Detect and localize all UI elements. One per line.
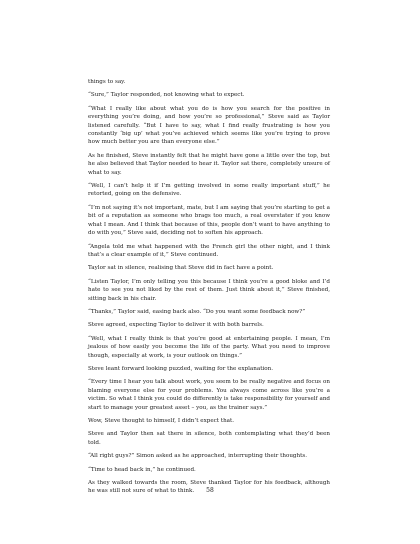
paragraph: “All right guys?” Simon asked as he approached, interrupting their thoughts. <box>88 453 308 460</box>
paragraph: As he finished, Steve instantly felt that he might have gone a little over the top, but he also believed that Taylor needed to hear it. Taylor sat there, completely unsure of what to say. <box>88 152 330 176</box>
paragraph: “What I really like about what you do is how you search for the positive in everything you’re doing, and how you’re so professional,” Steve said as Taylor listened carefully. “But I have to say, what I find really frustrating is how you constantly ‘big up’ what you’ve achieved which seems like you’re trying to prove how much better you are than everyone else.” <box>88 105 330 146</box>
paragraph: “Thanks,” Taylor said, easing back also. “Do you want some feedback now?” <box>88 308 306 315</box>
paragraph: Taylor sat in silence, realising that Steve did in fact have a point. <box>88 265 274 272</box>
paragraph: “Time to head back in,” he continued. <box>88 466 196 473</box>
paragraph: “Well, what I really think is that you’re good at entertaining people. I mean, I’m jealous of how easily you become the life of the party. What you need to improve though, especially at work, is your outlook on things.” <box>88 335 330 359</box>
paragraph: Steve agreed, expecting Taylor to deliver it with both barrels. <box>88 322 264 329</box>
paragraph: “Sure,” Taylor responded, not knowing what to expect. <box>88 92 245 99</box>
paragraph: things to say. <box>88 79 126 85</box>
paragraph: Steve leant forward looking puzzled, waiting for the explanation. <box>88 365 273 372</box>
paragraph: As they walked towards the room, Steve thanked Taylor for his feedback, although he was still not sure of what to think. <box>88 480 330 495</box>
paragraph: Steve and Taylor then sat there in silence, both contemplating what they’d been told. <box>88 431 330 446</box>
page-body <box>88 78 330 501</box>
paragraph: “Listen Taylor, I’m only telling you this because I think you’re a good bloke and I’d hate to see you not liked by the rest of them. Just think about it,” Steve finished, sitting back in his chair. <box>88 278 330 302</box>
paragraph: “Every time I hear you talk about work, you seem to be really negative and focus on blaming everyone else for your problems. You always come across like you’re a victim. So what I think you could do differently is take responsibility for yourself and start to manage your greatest asset – you, as the trainer says.” <box>88 379 330 411</box>
paragraph: “Well, I can’t help it if I’m getting involved in some really important stuff,” he retorted, going on the defensive. <box>88 183 330 198</box>
page-number: 58 <box>206 487 214 494</box>
paragraph: Wow, Steve thought to himself, I didn’t expect that. <box>88 418 235 424</box>
paragraph: “I’m not saying it’s not important, mate, but I am saying that you’re starting to get a bit of a reputation as someone who brags too much, a real overstater if you know what I mean. And I think that because of this, people don’t want to have anything to do with you,” Steve said, deciding not to soften his approach. <box>88 204 330 237</box>
paragraph: “Angela told me what happened with the French girl the other night, and I think that’s a clear example of it,” Steve continued. <box>88 243 330 258</box>
